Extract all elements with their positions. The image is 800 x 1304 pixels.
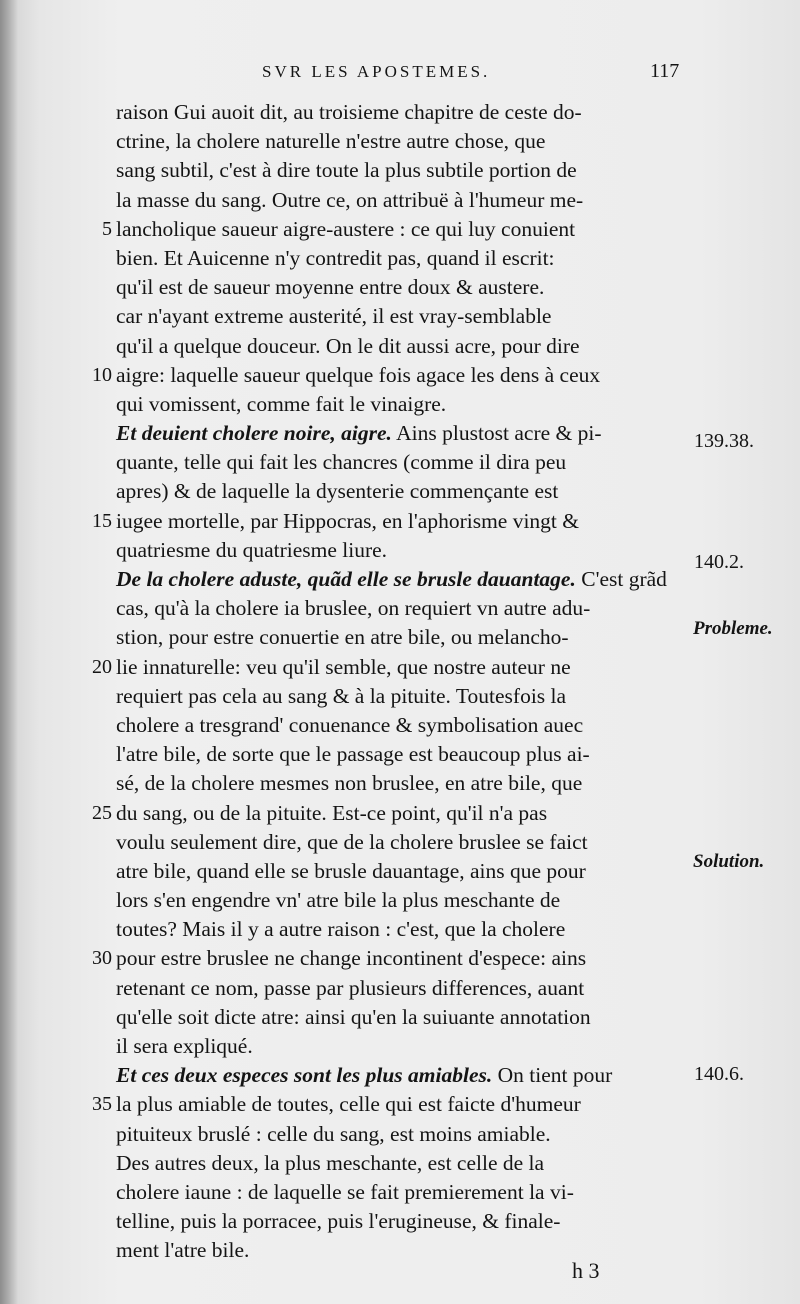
line-text: stion, pour estre conuertie en atre bile, ou melancho- [116,625,569,650]
text-line [92,653,692,682]
running-title: SVR LES APOSTEMES. [262,62,491,81]
line-text: la masse du sang. Outre ce, on attribuë à l'humeur me- [116,187,584,212]
text-line [116,536,692,565]
margin-note-solution: Solution. [693,851,765,872]
text-line [102,215,692,244]
line-text: atre bile, quand elle se brusle dauantage, ains que pour [116,858,586,883]
line-text: qui vomissent, comme fait le vinaigre. [116,391,447,416]
line-text: lancholique saueur aigre-austere : ce qui luy conuient [116,216,576,241]
text-line [116,1207,692,1236]
text-line [116,390,692,419]
line-text: pituiteux bruslé : celle du sang, est moins amiable. [116,1121,551,1146]
text-line [116,740,692,769]
text-line [116,98,692,127]
line-text: qu'il est de saueur moyenne entre doux & austere. [116,275,545,300]
line-text: raison Gui auoit dit, au troisieme chapitre de ceste do- [116,100,582,124]
lemma: Et ces deux especes sont les plus amiables. [116,1063,493,1088]
text-line [92,944,692,973]
line-text: du sang, ou de la pituite. Est-ce point, qu'il n'a pas [116,800,548,825]
text-line [116,156,692,185]
line-text: voulu seulement dire, que de la cholere bruslee se faict [116,829,588,854]
line-number: 5 [102,217,112,240]
line-text: la plus amiable de toutes, celle qui est faicte d'humeur [116,1092,581,1117]
line-text: ctrine, la cholere naturelle n'estre autre chose, que [116,129,546,154]
line-text: il sera expliqué. [116,1034,253,1058]
line-text: quante, telle qui fait les chancres (comme il dira peu [116,450,567,475]
line-text: toutes? Mais il y a autre raison : c'est, que la cholere [116,917,566,942]
text-line [116,448,692,477]
line-text: pour estre bruslee ne change incontinent d'espece: ains [116,946,587,971]
line-number: 15 [92,509,112,532]
line-text: cas, qu'à la cholere ia bruslee, on requiert vn autre adu- [116,596,591,621]
lemma: Et deuient cholere noire, aigre. [116,421,392,446]
text-line [116,594,692,623]
line-number: 20 [92,655,112,678]
text-line [92,361,692,390]
line-text: sang subtil, c'est à dire toute la plus subtile portion de [116,158,577,183]
line-text: requiert pas cela au sang & à la pituite. Toutesfois la [116,683,567,708]
text-line [92,507,692,536]
line-text: sé, de la cholere mesmes non bruslee, en atre bile, que [116,771,583,796]
lemma: De la cholere aduste, quãd elle se brusle dauantage. [116,567,576,591]
margin-note-ref: 139.38. [694,430,754,452]
text-line [116,1003,692,1032]
line-text: car n'ayant extreme austerité, il est vray-semblable [116,304,552,329]
line-text: quatriesme du quatriesme liure. [116,537,388,562]
margin-note-ref: 140.2. [694,551,744,573]
line-number: 25 [92,801,112,824]
line-text: qu'elle soit dicte atre: ainsi qu'en la suiuante annotation [116,1004,591,1029]
text-line [116,273,692,302]
margin-note-problem: Probleme. [693,618,773,639]
line-text: Ains plustost acre & pi- [391,421,602,446]
line-text: cholere a tresgrand' conuenance & symbolisation auec [116,712,584,737]
line-text: cholere iaune : de laquelle se fait premierement la vi- [116,1179,574,1204]
text-line [116,1061,692,1090]
text-line [116,477,692,506]
line-number: 35 [92,1093,112,1116]
text-line [116,915,692,944]
text-line [116,186,692,215]
line-number: 10 [92,363,112,386]
line-text: apres) & de laquelle la dysenterie commençante est [116,479,559,504]
line-text: l'atre bile, de sorte que le passage est beaucoup plus ai- [116,742,590,767]
line-text: telline, puis la porracee, puis l'erugineuse, & finale- [116,1209,561,1234]
line-text: bien. Et Auicenne n'y contredit pas, quand il escrit: [116,245,555,270]
text-line [116,1236,692,1265]
text-line [116,565,692,594]
page-header [0,60,800,90]
line-text: ment l'atre bile. [116,1238,250,1263]
line-number: 30 [92,947,112,970]
text-line [116,1120,692,1149]
text-line [116,682,692,711]
text-line [92,1090,692,1119]
text-line [116,419,692,448]
text-line [116,302,692,331]
line-text: On tient pour [492,1063,613,1088]
line-text: iugee mortelle, par Hippocras, en l'aphorisme vingt & [116,508,580,533]
text-line [116,886,692,915]
text-line [116,974,692,1003]
body-text [92,98,692,1266]
text-line [116,244,692,273]
signature-mark: h 3 [572,1258,600,1283]
line-text: Des autres deux, la plus meschante, est celle de la [116,1150,545,1175]
text-line [116,332,692,361]
gutter-shadow [0,0,18,1304]
text-line [116,711,692,740]
line-text: aigre: laquelle saueur quelque fois agace les dens à ceux [116,362,601,387]
line-text: lors s'en engendre vn' atre bile la plus meschante de [116,888,561,913]
text-line [116,828,692,857]
line-text: retenant ce nom, passe par plusieurs differences, auant [116,975,585,1000]
margin-note-ref: 140.6. [694,1063,744,1085]
text-line [116,1178,692,1207]
text-line [116,1032,692,1061]
text-line [116,857,692,886]
text-line [116,127,692,156]
line-text: C'est grãd [575,567,667,591]
text-line [116,1149,692,1178]
page-number: 117 [650,60,680,82]
text-line [92,799,692,828]
line-text: lie innaturelle: veu qu'il semble, que nostre auteur ne [116,654,571,679]
text-line [116,623,692,652]
text-line [116,769,692,798]
line-text: qu'il a quelque douceur. On le dit aussi acre, pour dire [116,333,580,358]
